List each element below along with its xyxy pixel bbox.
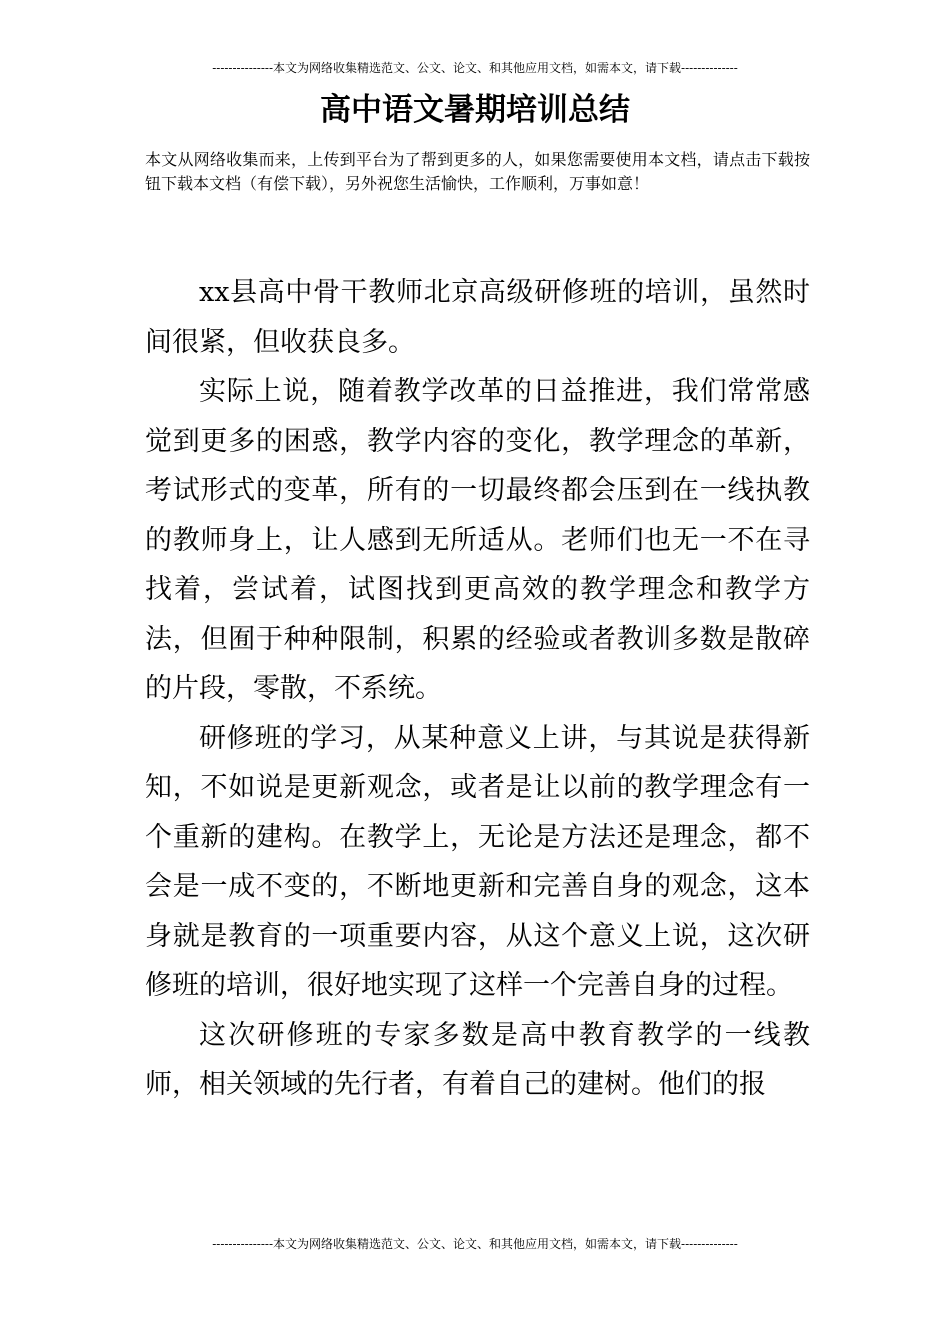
document-title: 高中语文暑期培训总结 <box>320 92 630 128</box>
header-banner: ---------------本文为网络收集精选范文、公文、论文、和其他应用文档，如需本文，请下载-------------- <box>212 61 738 75</box>
body-paragraph: 这次研修班的专家多数是高中教育教学的一线教师，相关领域的先行者，有着自己的建树。他们的报 <box>145 1019 810 1100</box>
body-paragraph: 研修班的学习，从某种意义上讲，与其说是获得新知，不如说是更新观念，或者是让以前的教学理念有一个重新的建构。在教学上，无论是方法还是理念，都不会是一成不变的，不断地更新和完善自身的观念，这本身就是教育的一项重要内容，从这个意义上说，这次研修班的培训，很好地实现了这样一个完善自身的过程。 <box>145 722 810 1001</box>
body-paragraph: 实际上说，随着教学改革的日益推进，我们常常感觉到更多的困惑，教学内容的变化，教学理念的革新，考试形式的变革，所有的一切最终都会压到在一线执教的教师身上，让人感到无所适从。老师们也无一不在寻找着，尝试着，试图找到更高效的教学理念和教学方法，但囿于种种限制，积累的经验或者教训多数是散碎的片段，零散，不系统。 <box>145 376 810 704</box>
footer-banner: ---------------本文为网络收集精选范文、公文、论文、和其他应用文档，如需本文，请下载-------------- <box>212 1237 738 1251</box>
body-paragraph: xx县高中骨干教师北京高级研修班的培训，虽然时间很紧，但收获良多。 <box>145 277 810 358</box>
intro-notice: 本文从网络收集而来，上传到平台为了帮到更多的人，如果您需要使用本文档，请点击下载按钮下载本文档（有偿下载），另外祝您生活愉快，工作顺利，万事如意！ <box>145 150 810 193</box>
document-body <box>145 268 810 1110</box>
